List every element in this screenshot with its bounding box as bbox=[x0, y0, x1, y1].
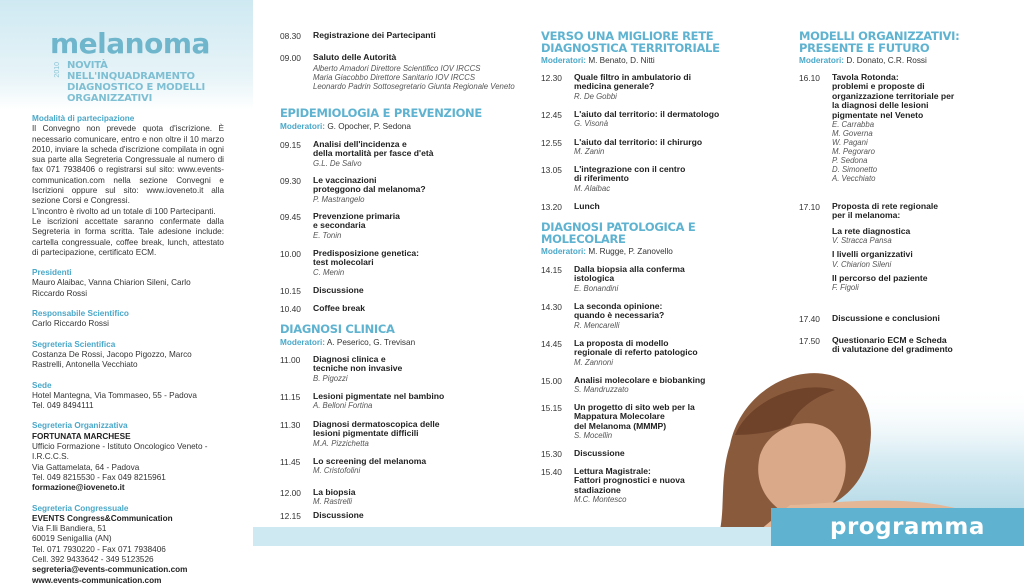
section-title: EPIDEMIOLOGIA E PREVENZIONE bbox=[280, 106, 482, 120]
row-time: 09.15 bbox=[280, 140, 301, 150]
row-time: 14.30 bbox=[541, 302, 562, 312]
row-title: L'integrazione con il centro bbox=[574, 164, 686, 174]
row-speaker: Leonardo Padrin Sottosegretario Giunta Regionale Veneto bbox=[313, 82, 515, 92]
row-title: Un progetto di sito web per la bbox=[574, 402, 695, 412]
row-speaker: B. Pigozzi bbox=[313, 373, 348, 383]
row-title: problemi e proposte di bbox=[832, 81, 925, 92]
segreteria-organizzativa-name: FORTUNATA MARCHESE bbox=[32, 431, 131, 441]
row-title: Le vaccinazioni bbox=[313, 175, 377, 185]
row-speaker: G.L. De Salvo bbox=[313, 158, 362, 168]
woman-portrait-image bbox=[700, 355, 1024, 530]
row-title: La biopsia bbox=[313, 487, 356, 497]
moderators: Moderatori: M. Benato, D. Nitti bbox=[541, 56, 655, 65]
row-speaker: D. Simonetto bbox=[832, 165, 878, 175]
row-time: 17.50 bbox=[799, 336, 820, 346]
row-speaker: W. Pagani bbox=[832, 138, 868, 148]
segreteria-congressuale-line-4: Cell. 392 9433642 - 349 5123526 bbox=[32, 554, 154, 564]
segreteria-organizzativa-line-3: Tel. 049 8215530 - Fax 049 8215961 bbox=[32, 472, 166, 482]
segreteria-congressuale-line-2: 60019 Senigallia (AN) bbox=[32, 534, 112, 544]
row-time: 08.30 bbox=[280, 31, 301, 41]
row-title: Coffee break bbox=[313, 303, 366, 313]
row-speaker: Alberto Amadori Direttore Scientifico IOV IRCCS bbox=[313, 64, 481, 74]
segreteria-scientifica-heading: Segreteria Scientifica bbox=[32, 339, 116, 349]
row-title: Diagnosi clinica e bbox=[313, 354, 386, 364]
row-speaker: E. Bonandini bbox=[574, 283, 619, 293]
row-title: Mappatura Molecolare bbox=[574, 411, 665, 422]
row-title: istologica bbox=[574, 273, 615, 284]
row-title: Prevenzione primaria bbox=[313, 211, 400, 221]
row-title: Analisi molecolare e biobanking bbox=[574, 375, 706, 385]
row-title: Lettura Magistrale: bbox=[574, 466, 651, 476]
row-time: 09.45 bbox=[280, 212, 301, 222]
row-speaker: E. Carrabba bbox=[832, 120, 875, 130]
row-title: I livelli organizzativi bbox=[832, 249, 913, 260]
row-time: 12.30 bbox=[541, 73, 562, 83]
row-time: 12.00 bbox=[280, 488, 301, 498]
segreteria-scientifica-text: Costanza De Rossi, Jacopo Pigozzo, Marco Rastrelli, Antonella Vecchiato bbox=[32, 349, 192, 370]
row-time: 11.00 bbox=[280, 355, 301, 365]
row-title: organizzazione territoriale per bbox=[832, 90, 955, 101]
section-title: DIAGNOSI PATOLOGICA E bbox=[541, 220, 696, 234]
row-speaker: R. De Gobbi bbox=[574, 91, 617, 101]
row-title: regionale di referto patologico bbox=[574, 347, 698, 358]
row-speaker: M. Zannoni bbox=[574, 357, 614, 367]
responsabile-heading: Responsabile Scientifico bbox=[32, 309, 129, 319]
row-time: 13.05 bbox=[541, 165, 562, 175]
row-title: quando è necessaria? bbox=[574, 310, 665, 321]
segreteria-congressuale-email[interactable]: segreteria@events-communication.com bbox=[32, 565, 188, 575]
row-time: 14.15 bbox=[541, 265, 562, 275]
segreteria-congressuale-heading: Segreteria Congressuale bbox=[32, 503, 129, 513]
row-time: 16.10 bbox=[799, 73, 820, 83]
row-speaker: F. Figoli bbox=[832, 283, 859, 293]
row-title: Discussione e conclusioni bbox=[832, 313, 940, 323]
segreteria-organizzativa-line-2: Via Gattamelata, 64 - Padova bbox=[32, 462, 140, 472]
section-title: DIAGNOSI CLINICA bbox=[280, 322, 395, 336]
row-title: Il percorso del paziente bbox=[832, 272, 928, 283]
modalita-text: Il Convegno non prevede quota d'iscrizione. È necessario comunicare, entro e non oltre il 10 marzo 2010, inviare la scheda d'iscrizione compilata in ogni sua parte alla Segreteria Congressuale al numero di fax 071 7938406 o registrarsi sul sito: www.events-communication.com nella sezione Convegni e Iscrizioni oppure sul sito: www.ioveneto.it alla sezione Corsi e Congressi. bbox=[32, 124, 224, 206]
segreteria-organizzativa-heading: Segreteria Organizzativa bbox=[32, 421, 128, 431]
presidenti-text: Mauro Alaibac, Vanna Chiarion Sileni, Carlo Riccardo Rossi bbox=[32, 278, 191, 298]
section-diagnosi-clinica bbox=[280, 324, 515, 347]
segreteria-organizzativa-line-1: Ufficio Formazione - Istituto Oncologico Veneto - I.R.C.C.S. bbox=[32, 442, 208, 462]
row-title: stadiazione bbox=[574, 484, 621, 495]
row-time: 10.15 bbox=[280, 286, 301, 296]
row-title: tecniche non invasive bbox=[313, 363, 403, 374]
row-speaker: M. Rastrelli bbox=[313, 497, 352, 507]
segreteria-organizzativa-email[interactable]: formazione@ioveneto.it bbox=[32, 483, 125, 493]
section-diagnosi-patologica bbox=[541, 222, 771, 256]
row-time: 17.40 bbox=[799, 314, 820, 324]
row-time: 14.45 bbox=[541, 339, 562, 349]
row-title: Fattori prognostici e nuova bbox=[574, 475, 685, 486]
row-title: Diagnosi dermatoscopica delle bbox=[313, 419, 440, 429]
row-speaker: M. Pegoraro bbox=[832, 147, 875, 157]
row-time: 11.15 bbox=[280, 392, 301, 402]
row-speaker: S. Mandruzzato bbox=[574, 385, 629, 395]
row-title: la diagnosi delle lesioni bbox=[832, 100, 929, 111]
left-panel bbox=[0, 0, 253, 585]
row-title: proteggono dal melanoma? bbox=[313, 184, 426, 195]
row-title: del Melanoma (MMMP) bbox=[574, 420, 667, 431]
row-time: 11.45 bbox=[280, 457, 301, 467]
row-time: 15.15 bbox=[541, 403, 562, 413]
row-speaker: S. Mocellin bbox=[574, 431, 613, 441]
row-speaker: C. Menin bbox=[313, 267, 345, 277]
section-title: MODELLI ORGANIZZATIVI: bbox=[799, 29, 960, 43]
section-title: MOLECOLARE bbox=[541, 231, 626, 246]
modalita-text-3: Le iscrizioni accettate saranno confermate dalla Segreteria in forma scritta. Tale adesione include: cartella congressuale, coffee break, lunch, attestato di partecipazione, certificato ECM. bbox=[32, 216, 224, 257]
moderators: Moderatori: D. Donato, C.R. Rossi bbox=[799, 56, 927, 65]
moderators: Moderatori: A. Peserico, G. Trevisan bbox=[280, 337, 416, 347]
logo-year: 2010 bbox=[54, 62, 61, 78]
row-title: Saluto delle Autorità bbox=[313, 52, 397, 62]
row-time: 12.15 bbox=[280, 511, 301, 521]
row-time: 17.10 bbox=[799, 202, 820, 212]
row-title: per il melanoma: bbox=[832, 210, 901, 221]
row-speaker: M. Governa bbox=[832, 129, 873, 139]
row-title: Lesioni pigmentate nel bambino bbox=[313, 391, 445, 401]
section-rete-diagnostica bbox=[541, 31, 771, 65]
row-speaker: V. Chiarion Sileni bbox=[832, 259, 892, 269]
row-title: Dalla biopsia alla conferma bbox=[574, 264, 685, 274]
responsabile-text: Carlo Riccardo Rossi bbox=[32, 319, 109, 329]
row-title: Discussione bbox=[313, 285, 364, 295]
row-time: 11.30 bbox=[280, 420, 301, 430]
row-speaker: Maria Giacobbo Direttore Sanitario IOV IRCCS bbox=[313, 73, 476, 83]
row-speaker: M. Zanin bbox=[574, 147, 605, 157]
row-title: Questionario ECM e Scheda bbox=[832, 335, 947, 345]
modalita-heading: Modalità di partecipazione bbox=[32, 114, 135, 123]
section-epidemiologia bbox=[280, 108, 515, 131]
row-speaker: E. Tonin bbox=[313, 230, 342, 240]
row-title: Registrazione dei Partecipanti bbox=[313, 30, 436, 40]
row-time: 13.20 bbox=[541, 202, 562, 212]
sede-line-1: Hotel Mantegna, Via Tommaseo, 55 - Padova bbox=[32, 390, 197, 400]
row-title: lesioni pigmentate difficili bbox=[313, 428, 419, 439]
row-speaker: M.A. Pizzichetta bbox=[313, 438, 369, 448]
row-title: Quale filtro in ambulatorio di bbox=[574, 72, 691, 82]
row-time: 10.00 bbox=[280, 249, 301, 259]
row-title: Lo screening del melanoma bbox=[313, 456, 427, 466]
row-title: Tavola Rotonda: bbox=[832, 72, 899, 82]
row-title: La seconda opinione: bbox=[574, 301, 663, 311]
row-speaker: G. Visonà bbox=[574, 119, 609, 129]
programma-label: programma bbox=[830, 514, 985, 540]
row-speaker: V. Stracca Pansa bbox=[832, 236, 892, 246]
row-time: 15.30 bbox=[541, 449, 562, 459]
row-title: Proposta di rete regionale bbox=[832, 201, 939, 211]
row-title: L'aiuto dal territorio: il chirurgo bbox=[574, 137, 703, 147]
row-time: 09.30 bbox=[280, 176, 301, 186]
row-time: 15.40 bbox=[541, 467, 562, 477]
section-title: VERSO UNA MIGLIORE RETE bbox=[541, 29, 714, 43]
row-title: Discussione bbox=[574, 448, 625, 458]
row-title: della mortalità per fasce d'età bbox=[313, 148, 434, 159]
row-title: Discussione bbox=[313, 510, 364, 520]
row-speaker: M.C. Montesco bbox=[574, 495, 627, 505]
row-time: 10.40 bbox=[280, 304, 301, 314]
row-speaker: M. Cristofolini bbox=[313, 466, 361, 476]
row-speaker: A. Belloni Fortina bbox=[313, 401, 373, 411]
row-time: 09.00 bbox=[280, 53, 301, 63]
row-title: Analisi dell'incidenza e bbox=[313, 139, 407, 149]
segreteria-congressuale-web[interactable]: www.events-communication.com bbox=[32, 575, 162, 585]
sede-heading: Sede bbox=[32, 380, 52, 390]
section-modelli-organizzativi bbox=[799, 31, 1014, 65]
presidenti-heading: Presidenti bbox=[32, 268, 72, 278]
row-speaker: A. Vecchiato bbox=[832, 174, 876, 184]
segreteria-congressuale-line-1: Via F.lli Bandiera, 51 bbox=[32, 524, 107, 534]
section-title: PRESENTE E FUTURO bbox=[799, 40, 930, 55]
row-title: di valutazione del gradimento bbox=[832, 344, 953, 355]
row-speaker: M. Alaibac bbox=[574, 183, 611, 193]
row-time: 12.45 bbox=[541, 110, 562, 120]
row-speaker: P. Mastrangelo bbox=[313, 194, 365, 204]
row-title: La rete diagnostica bbox=[832, 225, 911, 236]
row-time: 15.00 bbox=[541, 376, 562, 386]
row-title: di riferimento bbox=[574, 173, 629, 184]
row-title: L'aiuto dal territorio: il dermatologo bbox=[574, 109, 720, 119]
section-title: DIAGNOSTICA TERRITORIALE bbox=[541, 40, 720, 55]
row-title: e secondaria bbox=[313, 220, 366, 231]
logo-word: melanoma bbox=[50, 27, 210, 60]
modalita-text-2: L'incontro è rivolto ad un totale di 100 Partecipanti. bbox=[32, 206, 216, 216]
row-time: 12.55 bbox=[541, 138, 562, 148]
row-title: pigmentate nel Veneto bbox=[832, 109, 924, 120]
row-speaker: R. Mencarelli bbox=[574, 320, 620, 330]
segreteria-congressuale-name: EVENTS Congress&Communication bbox=[32, 513, 173, 523]
info-block bbox=[32, 114, 224, 586]
row-title: Predisposizione genetica: bbox=[313, 248, 420, 258]
melanoma-logo bbox=[50, 27, 210, 60]
moderators: Moderatori: G. Opocher, P. Sedona bbox=[280, 121, 411, 131]
row-speaker: P. Sedona bbox=[832, 156, 868, 166]
moderators: Moderatori: M. Rugge, P. Zanovello bbox=[541, 247, 673, 256]
row-title: La proposta di modello bbox=[574, 338, 669, 348]
segreteria-congressuale-line-3: Tel. 071 7930220 - Fax 071 7938406 bbox=[32, 544, 166, 554]
row-title: Lunch bbox=[574, 201, 600, 211]
row-title: medicina generale? bbox=[574, 81, 655, 92]
row-title: test molecolari bbox=[313, 257, 374, 268]
sede-line-2: Tel. 049 8494111 bbox=[32, 401, 94, 411]
logo-subtitle: NOVITÀ NELL'INQUADRAMENTO DIAGNOSTICO E MODELLI ORGANIZZATIVI bbox=[67, 60, 206, 104]
